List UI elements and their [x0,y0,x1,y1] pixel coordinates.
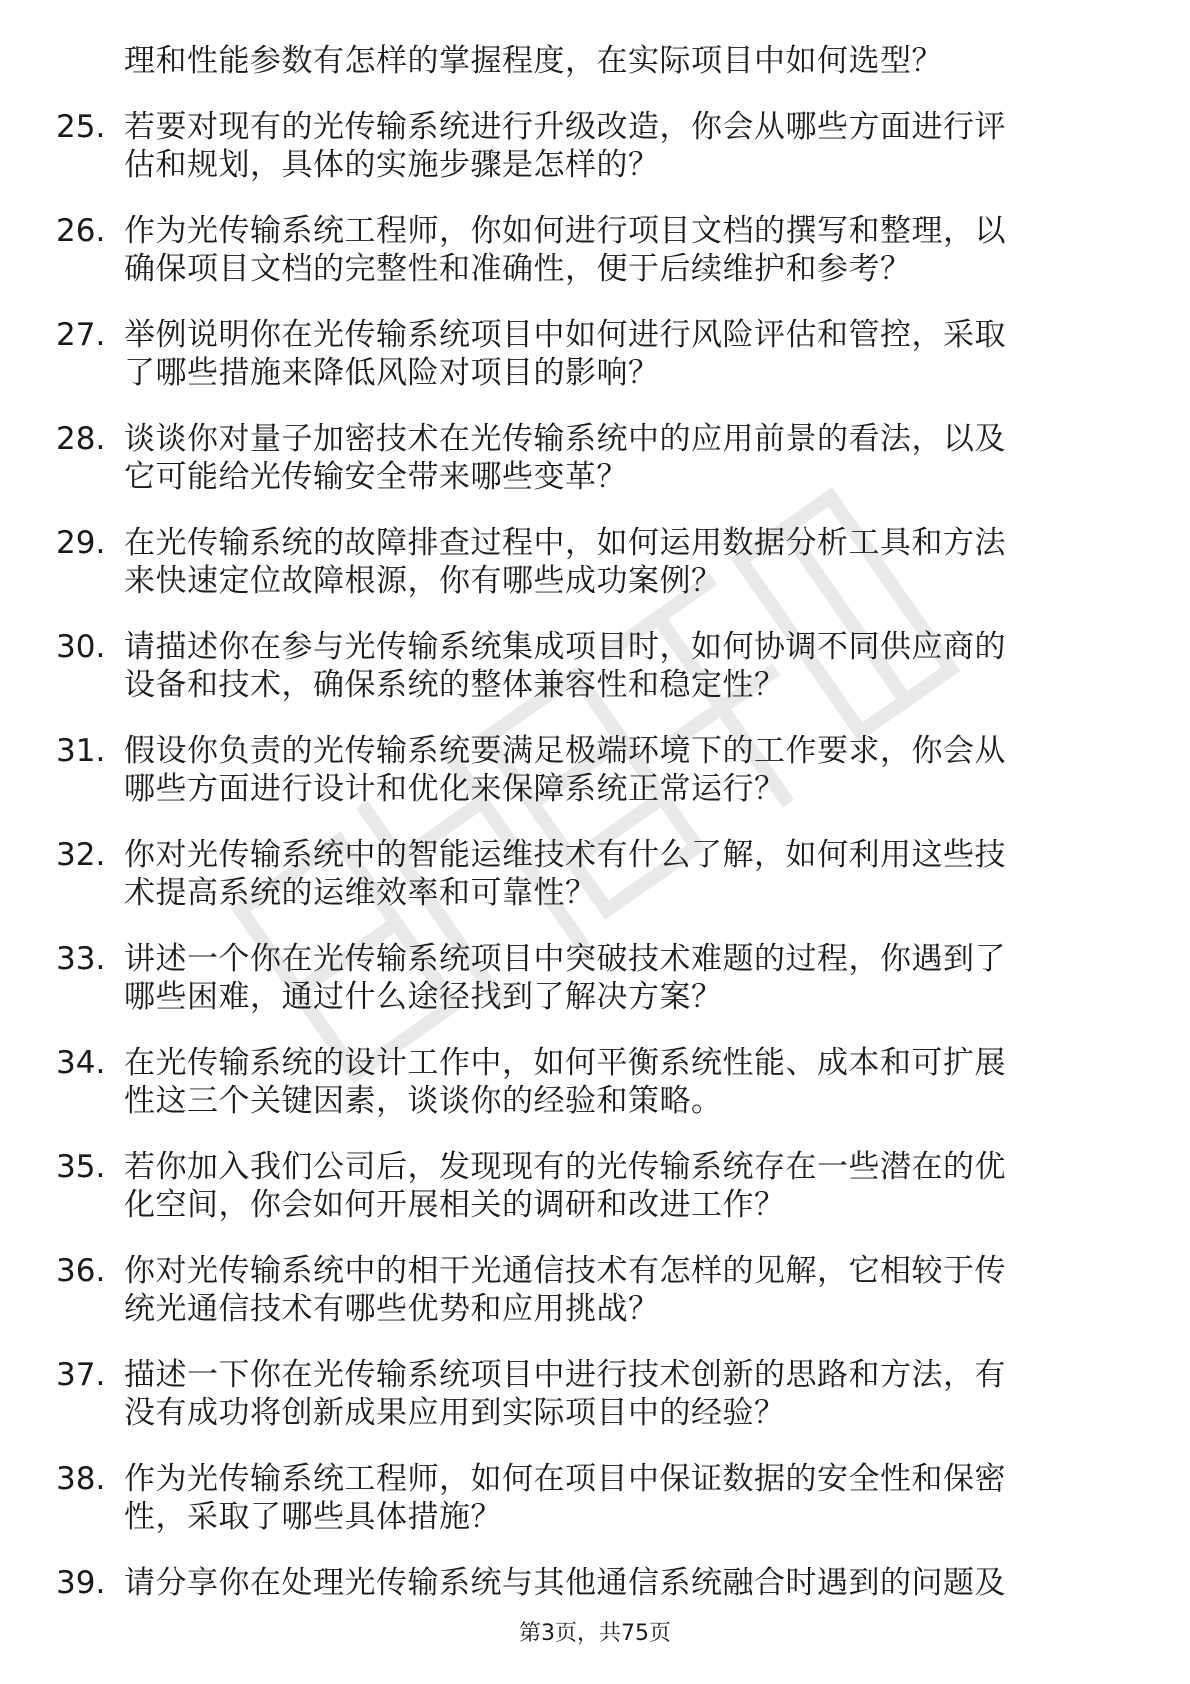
question-line: 作为光传输系统工程师，你如何进行项目文档的撰写和整理，以 [124,213,1006,249]
leading-line: 理和性能参数有怎样的掌握程度，在实际项目中如何选型？ [124,43,943,79]
question-text [124,1356,1136,1432]
question-line: 请分享你在处理光传输系统与其他通信系统融合时遇到的问题及 [124,1565,1006,1601]
page-footer: 第3页，共75页 [519,1621,671,1646]
question-line: 它可能给光传输安全带来哪些变革？ [124,459,628,495]
question-31 [56,732,1136,808]
question-28 [56,420,1136,496]
question-line: 哪些方面进行设计和优化来保障系统正常运行？ [124,771,786,807]
question-29 [56,524,1136,600]
question-line: 讲述一个你在光传输系统项目中突破技术难题的过程，你遇到了 [124,941,1006,977]
question-line: 了哪些措施来降低风险对项目的影响？ [124,355,660,391]
question-text [124,108,1136,184]
question-line: 假设你负责的光传输系统要满足极端环境下的工作要求，你会从 [124,733,1006,769]
question-30 [56,628,1136,704]
question-line: 描述一下你在光传输系统项目中进行技术创新的思路和方法，有 [124,1357,1006,1393]
question-line: 估和规划，具体的实施步骤是怎样的？ [124,147,660,183]
question-26 [56,212,1136,288]
question-text [124,1460,1136,1536]
question-33 [56,940,1136,1016]
question-number: 27. [56,317,106,353]
document-content [56,42,1136,1602]
question-number: 34. [56,1045,106,1081]
question-line: 在光传输系统的设计工作中，如何平衡系统性能、成本和可扩展 [124,1045,1006,1081]
question-line: 哪些困难，通过什么途径找到了解决方案？ [124,979,723,1015]
question-text [124,1044,1136,1120]
question-line: 若你加入我们公司后，发现现有的光传输系统存在一些潜在的优 [124,1149,1006,1185]
question-text [124,420,1136,496]
question-37 [56,1356,1136,1432]
question-number: 31. [56,733,106,769]
question-line: 性，采取了哪些具体措施？ [124,1499,502,1535]
question-line: 若要对现有的光传输系统进行升级改造，你会从哪些方面进行评 [124,109,1006,145]
question-line: 术提高系统的运维效率和可靠性？ [124,875,597,911]
question-line: 确保项目文档的完整性和准确性，便于后续维护和参考？ [124,251,912,287]
question-text [124,628,1136,704]
question-32 [56,836,1136,912]
question-35 [56,1148,1136,1224]
question-text [124,316,1136,392]
question-number: 30. [56,629,106,665]
question-number: 35. [56,1149,106,1185]
question-text [124,732,1136,808]
question-line: 来快速定位故障根源，你有哪些成功案例？ [124,563,723,599]
question-line: 举例说明你在光传输系统项目中如何进行风险评估和管控，采取 [124,317,1006,353]
question-line: 化空间，你会如何开展相关的调研和改进工作？ [124,1187,786,1223]
question-line: 作为光传输系统工程师，如何在项目中保证数据的安全性和保密 [124,1461,1006,1497]
question-number: 29. [56,525,106,561]
question-line: 你对光传输系统中的相干光通信技术有怎样的见解，它相较于传 [124,1253,1006,1289]
question-34 [56,1044,1136,1120]
question-39 [56,1564,1136,1602]
question-text [124,836,1136,912]
question-25 [56,108,1136,184]
question-line: 请描述你在参与光传输系统集成项目时，如何协调不同供应商的 [124,629,1006,665]
question-text [124,524,1136,600]
question-line: 统光通信技术有哪些优势和应用挑战？ [124,1291,660,1327]
question-number: 36. [56,1253,106,1289]
question-line: 在光传输系统的故障排查过程中，如何运用数据分析工具和方法 [124,525,1006,561]
question-38 [56,1460,1136,1536]
question-text [124,212,1136,288]
question-number: 32. [56,837,106,873]
question-line: 性这三个关键因素，谈谈你的经验和策略。 [124,1083,723,1119]
question-line: 没有成功将创新成果应用到实际项目中的经验？ [124,1395,786,1431]
question-line: 你对光传输系统中的智能运维技术有什么了解，如何利用这些技 [124,837,1006,873]
question-number: 38. [56,1461,106,1497]
question-line: 设备和技术，确保系统的整体兼容性和稳定性？ [124,667,786,703]
question-text [124,1252,1136,1328]
question-number: 33. [56,941,106,977]
question-27 [56,316,1136,392]
question-text [124,940,1136,1016]
question-number: 26. [56,213,106,249]
question-number: 37. [56,1357,106,1393]
question-number: 25. [56,109,106,145]
question-line: 谈谈你对量子加密技术在光传输系统中的应用前景的看法，以及 [124,421,1006,457]
question-text [124,1564,1136,1602]
question-36 [56,1252,1136,1328]
question-text [124,1148,1136,1224]
question-number: 28. [56,421,106,457]
question-number: 39. [56,1565,106,1601]
